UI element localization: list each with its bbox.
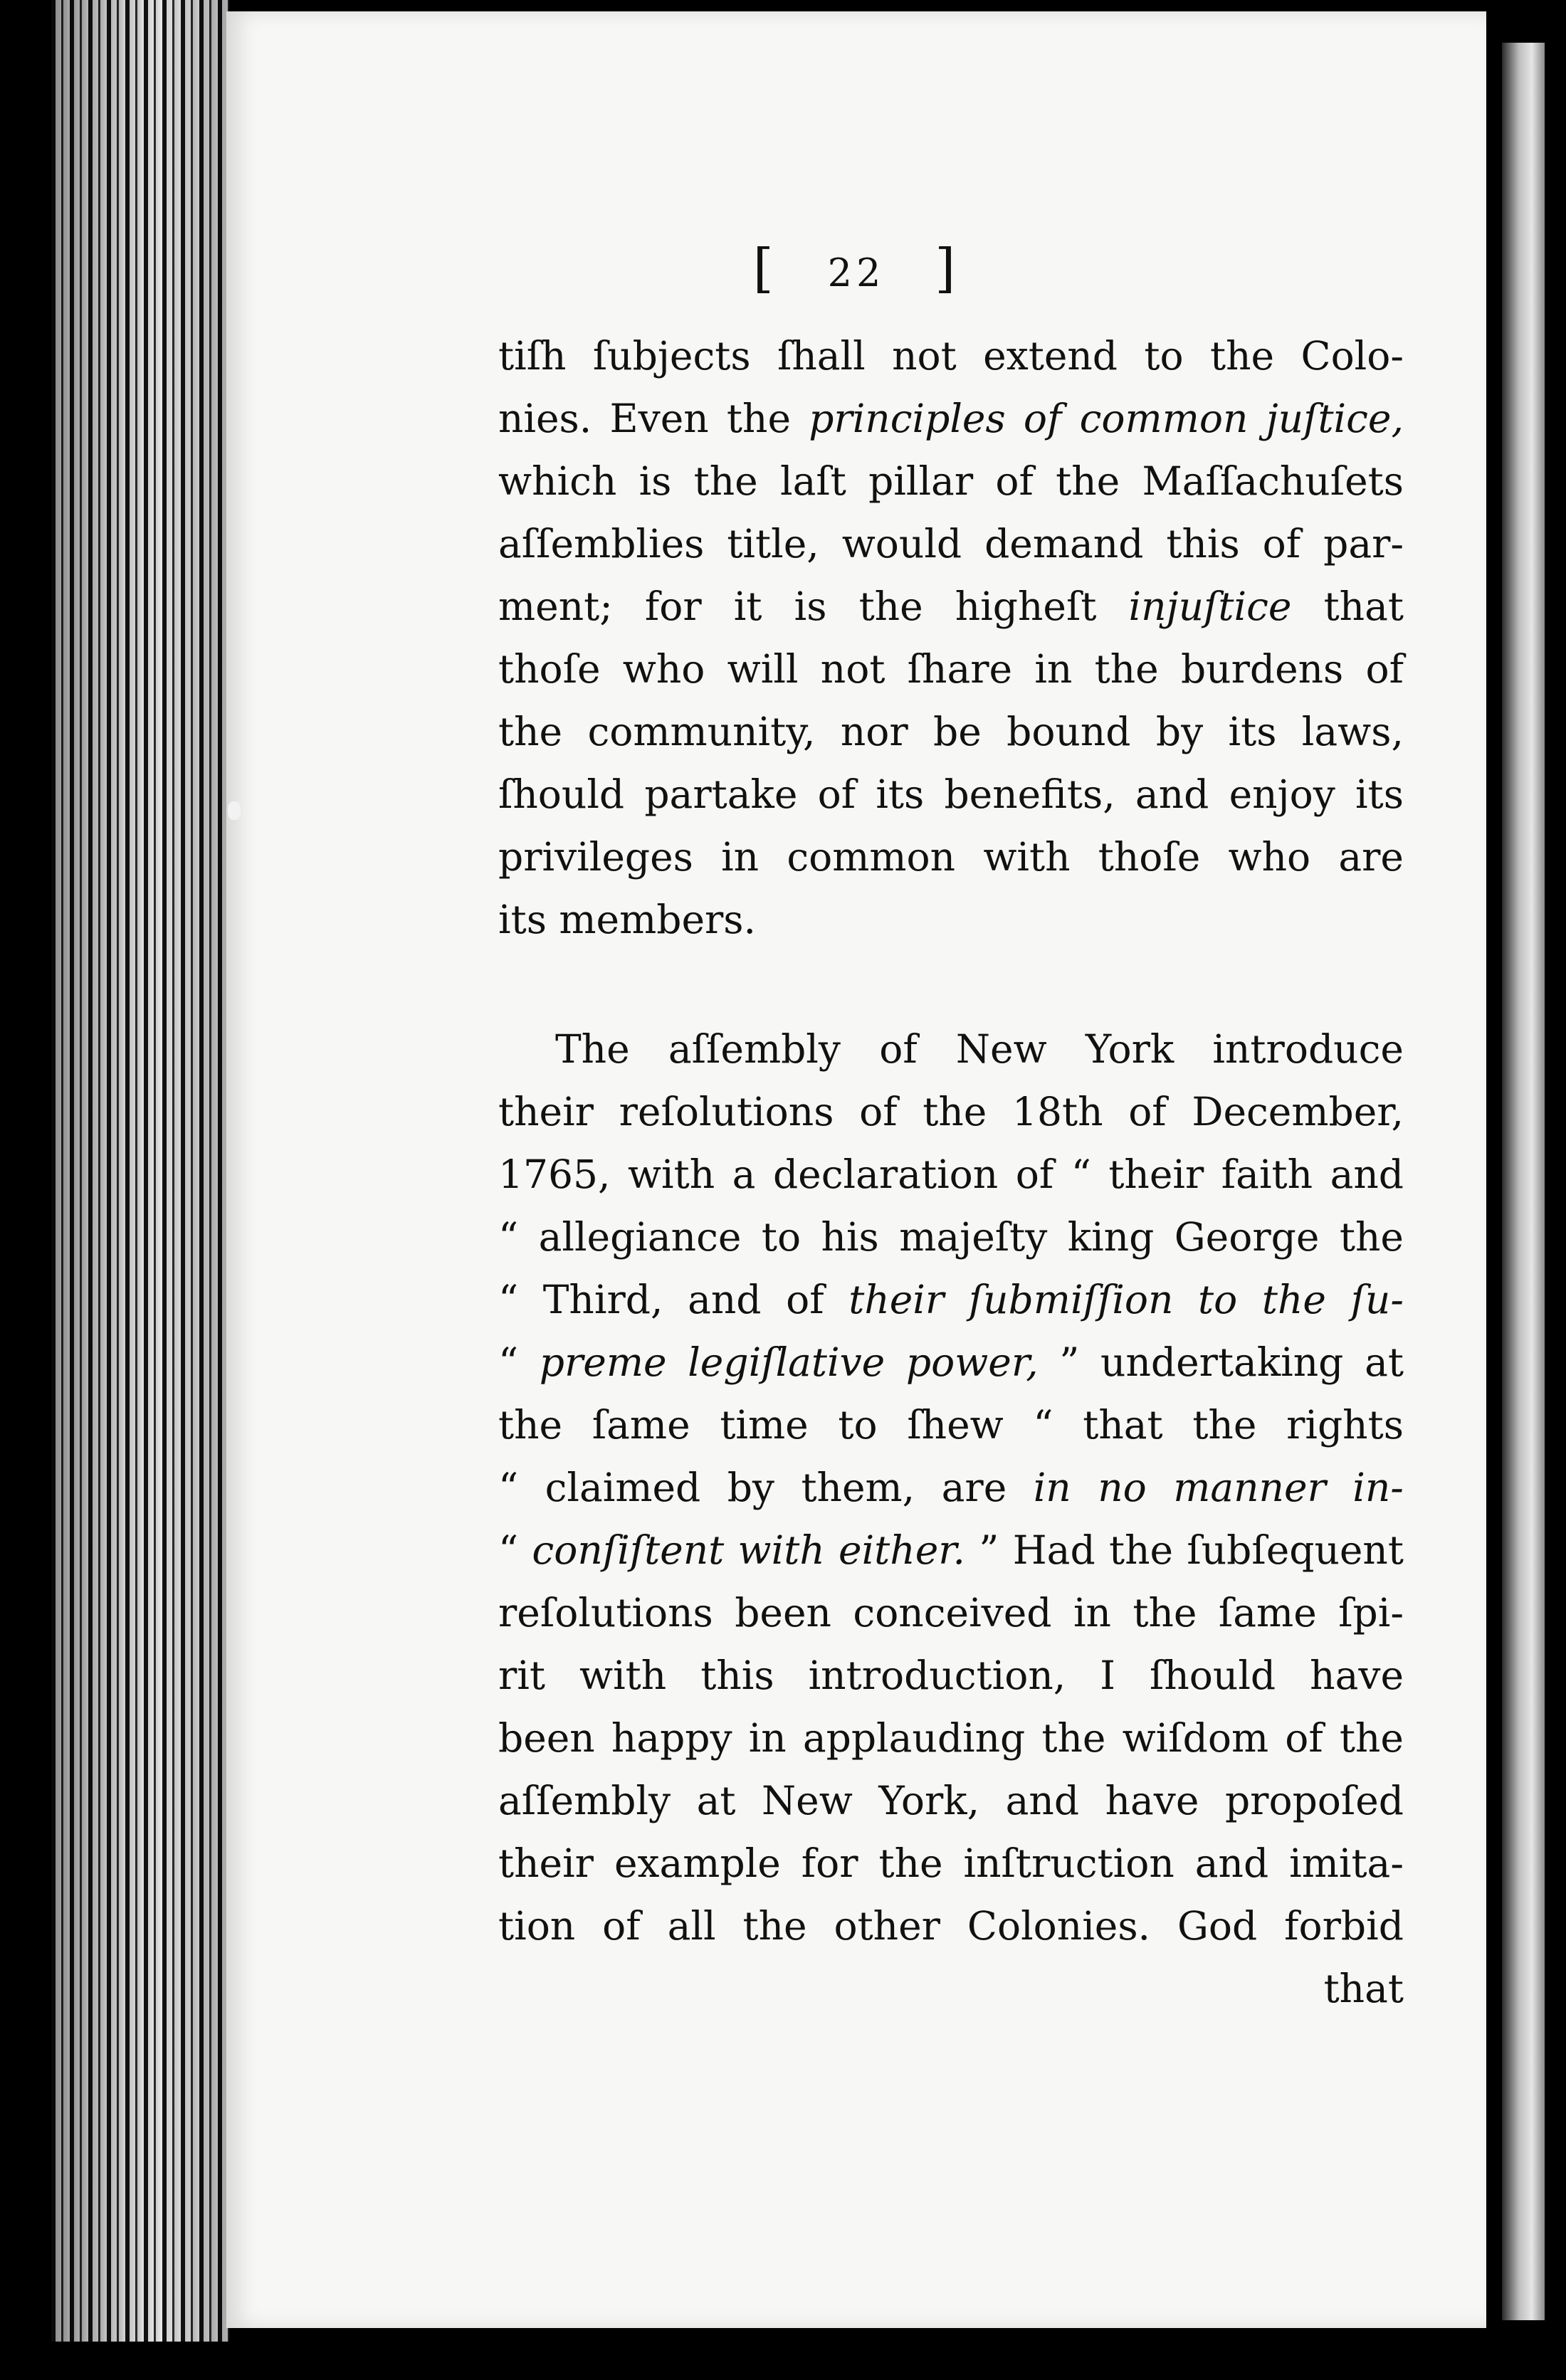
word: for [801,1841,858,1886]
word: bound [1007,709,1131,754]
text-line [498,1957,1404,2020]
word: aſſemblies [498,521,705,567]
word: “ [498,1214,519,1260]
word: example [614,1841,781,1886]
word: who [622,646,705,692]
word: declaration [772,1152,999,1197]
word: inſtruction [963,1841,1174,1886]
text-line [498,450,1404,512]
word: juſtice, [1266,396,1404,441]
word: who [1228,834,1311,880]
word: introduce [1212,1026,1404,1072]
word: and [688,1277,762,1322]
word: of [879,1026,918,1072]
word: not [820,646,886,692]
text-line [498,700,1404,763]
word: it [733,584,762,629]
word: are [941,1465,1007,1510]
text-line [498,1832,1404,1895]
text-line [498,325,1404,387]
word: that [1323,584,1404,629]
text-line [498,1143,1404,1206]
word: God [1177,1903,1258,1949]
word: in [721,834,760,880]
word: higheſt [955,584,1097,629]
text-line [498,638,1404,700]
word: allegiance [538,1214,742,1260]
word: of [1365,646,1404,692]
word: reſolutions [498,1590,713,1636]
word: preme [539,1339,667,1385]
word: their [1108,1152,1204,1197]
word: and [1330,1152,1404,1197]
word: ” [1059,1339,1080,1385]
word: to [1198,1277,1238,1322]
word: ” [979,1527,999,1573]
paragraph-2 [498,1018,1404,2020]
word: I [1100,1653,1115,1698]
word: time [720,1402,809,1448]
word: the [1261,1277,1326,1322]
word: of [1262,521,1301,567]
word: common [787,834,956,880]
word: Colo- [1300,333,1404,379]
word: ſhould [1150,1653,1276,1698]
word: par- [1323,521,1404,567]
word: benefits, [944,772,1115,817]
word: ſhall [777,333,866,379]
text-line [498,1707,1404,1769]
word: community, [587,709,816,754]
word: a [732,1152,756,1197]
word: ſhare [907,646,1013,692]
word: the [1339,1214,1404,1260]
word: this [1166,521,1240,567]
text-line [498,1394,1404,1456]
word: the [878,1841,943,1886]
word: George [1174,1214,1320,1260]
word: the [1041,1715,1106,1761]
text-line [498,1080,1404,1143]
text-line [498,512,1404,575]
word: reſolutions [619,1089,834,1134]
word: with [627,1152,715,1197]
page-edges-shadow [51,0,229,2342]
word: the [923,1089,987,1134]
text-line [498,575,1404,638]
text-line [498,1644,1404,1707]
word: the [498,1402,563,1448]
word: that [1083,1402,1163,1448]
word: propoſed [1224,1778,1404,1823]
word: applauding [802,1715,1026,1761]
word: pillar [868,458,974,504]
word: their [498,1841,594,1886]
word: the [1210,333,1275,379]
word: of [817,772,856,817]
word: of [1023,396,1062,441]
word: ſubjects [592,333,751,379]
word: thoſe [498,646,601,692]
word: with [983,834,1071,880]
word: power, [905,1339,1039,1385]
word: enjoy [1229,772,1335,817]
word: the [498,709,563,754]
word: faith [1221,1152,1313,1197]
word: by [1155,709,1204,754]
word: Colonies. [967,1903,1151,1949]
word: legiſlative [688,1339,886,1385]
text-line [498,1895,1404,1957]
word: the [1133,1590,1197,1636]
word: in [1073,1590,1111,1636]
book-page [226,11,1486,2328]
word: in [748,1715,787,1761]
word: of [602,1903,641,1949]
word: conceived [853,1590,1052,1636]
word: his [821,1214,879,1260]
paragraph-1 [498,325,1404,951]
word: its [1355,772,1404,817]
word: The [555,1026,630,1072]
word: burdens [1180,646,1344,692]
word: Even [609,396,709,441]
word: York [1085,1026,1174,1072]
text-line [498,826,1404,888]
word: and [1194,1841,1269,1886]
word: ſu- [1350,1277,1404,1322]
word: of [786,1277,824,1322]
word: ſame [1218,1590,1317,1636]
word: of [1128,1089,1167,1134]
text-line [498,1769,1404,1832]
header-bracket-close: ] [935,238,960,299]
word: the [1056,458,1120,504]
word: New [955,1026,1047,1072]
word: the [1192,1402,1257,1448]
word: to [1144,333,1184,379]
word: with [737,1527,825,1573]
word: imita- [1289,1841,1404,1886]
word: be [933,709,982,754]
running-header [226,238,1486,299]
word: common [1079,396,1249,441]
word: ſame [592,1402,690,1448]
word: manner [1173,1465,1326,1510]
word: no [1098,1465,1147,1510]
word: been [735,1590,831,1636]
word: all [667,1903,716,1949]
word: privileges [498,834,693,880]
word: aſſembly [498,1778,671,1823]
text-line [498,1018,1404,1080]
word: and [1005,1778,1080,1823]
word: have [1310,1653,1404,1698]
text-line [498,763,1404,826]
word: tiſh [498,333,567,379]
word: the [858,584,923,629]
text-line [498,1519,1404,1581]
word: is [794,584,827,629]
page-number: 22 [827,251,886,295]
word: partake [644,772,798,817]
word: with [579,1653,667,1698]
word: December, [1192,1089,1404,1134]
word: Maſſachuſets [1142,458,1404,504]
word: are [1338,834,1404,880]
word: ſpi- [1338,1590,1404,1636]
paper-speck [228,801,241,820]
word: this [700,1653,774,1698]
text-line [498,1581,1404,1644]
word: “ [498,1339,519,1385]
word: “ [1033,1402,1053,1448]
word: of [995,458,1034,504]
text-line [498,387,1404,450]
text-line [498,1331,1404,1394]
text-line [498,1206,1404,1268]
word: rights [1286,1402,1404,1448]
text-line [498,888,1404,951]
word: majeſty [899,1214,1048,1260]
word: which [498,458,617,504]
header-bracket-open: [ [752,238,778,299]
word: of [859,1089,898,1134]
word: its members. [498,897,757,942]
word: ſhew [907,1402,1004,1448]
word: demand [984,521,1144,567]
word: ment; [498,584,613,629]
text-line [498,1456,1404,1519]
word: conſiſtent [532,1527,725,1573]
word: of [1015,1152,1054,1197]
word: ſhould [498,772,625,817]
word: been [498,1715,595,1761]
word: in [1033,1465,1071,1510]
word: have [1105,1778,1199,1823]
word: to [761,1214,802,1260]
word: its [876,772,925,817]
word: undertaking [1100,1339,1344,1385]
word: them, [801,1465,915,1510]
facing-page-edge [1502,43,1545,2320]
word: nor [840,709,908,754]
word: wiſdom [1122,1715,1269,1761]
word: laſt [779,458,846,504]
word: their [848,1277,945,1322]
word: other [834,1903,940,1949]
word: the [1094,646,1159,692]
word: king [1067,1214,1155,1260]
word: in [1034,646,1073,692]
word: Had [1012,1527,1095,1573]
word: its [1228,709,1277,754]
word: title, [727,521,819,567]
word: tion [498,1903,576,1949]
word: the [1108,1527,1174,1573]
word: not [892,333,957,379]
word: principles [809,396,1006,441]
word: the [1339,1715,1404,1761]
text-line [498,1268,1404,1331]
word: either. [839,1527,965,1573]
word: extend [983,333,1118,379]
word: the [742,1903,807,1949]
word: would [841,521,962,567]
word: aſſembly [668,1026,841,1072]
word: nies. [498,396,592,441]
word: and [1135,772,1209,817]
word: “ [1071,1152,1091,1197]
word: injuſtice [1128,584,1292,629]
word: to [838,1402,878,1448]
word: Third, [542,1277,663,1322]
word: by [727,1465,774,1510]
word: happy [611,1715,732,1761]
word: that [1323,1966,1404,2011]
word: introduction, [808,1653,1066,1698]
word: 18th [1012,1089,1103,1134]
word: will [727,646,799,692]
word: the [693,458,758,504]
word: “ [498,1277,519,1322]
word: in- [1352,1465,1404,1510]
word: the [726,396,791,441]
word: forbid [1284,1903,1404,1949]
word: of [1285,1715,1323,1761]
word: at [696,1778,736,1823]
word: for [644,584,702,629]
word: ſubmiſſion [968,1277,1174,1322]
word: laws, [1301,709,1404,754]
word: at [1365,1339,1404,1385]
word: “ [498,1527,519,1573]
word: is [639,458,672,504]
word: thoſe [1098,834,1201,880]
word: York, [878,1778,980,1823]
word: “ [498,1465,519,1510]
word: rit [498,1653,545,1698]
word: claimed [545,1465,701,1510]
word: their [498,1089,594,1134]
word: New [762,1778,853,1823]
word: ſubſequent [1187,1527,1404,1573]
word: 1765, [498,1152,611,1197]
